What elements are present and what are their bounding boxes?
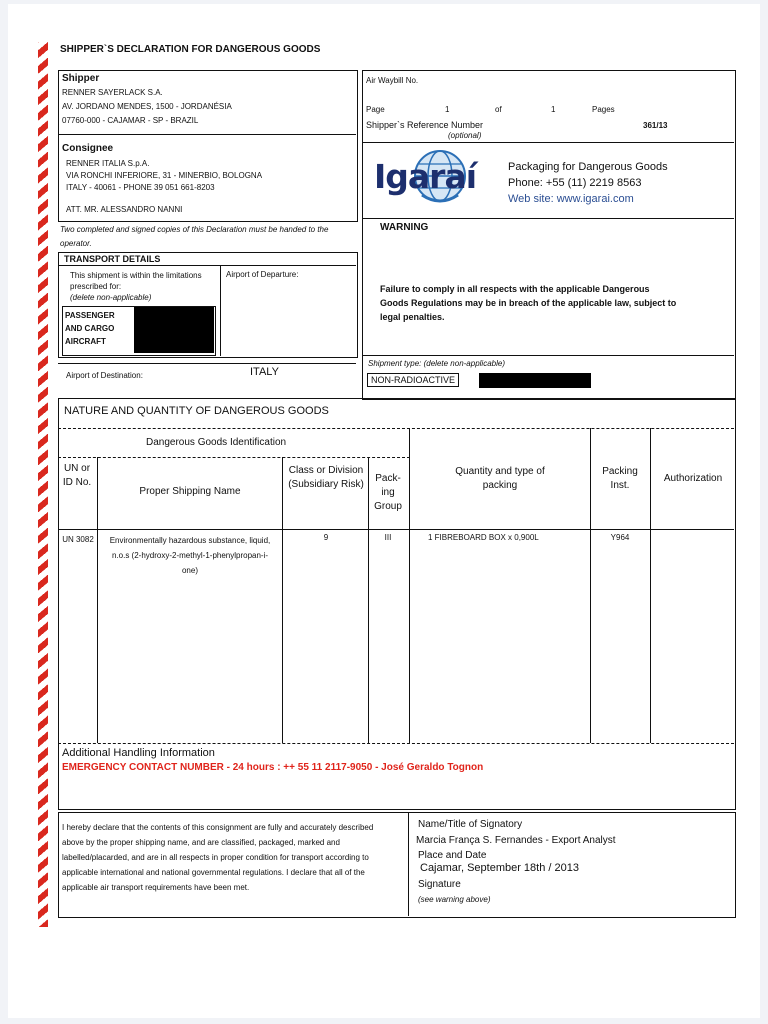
emergency-contact: EMERGENCY CONTACT NUMBER - 24 hours : ++ 55 11 2117-9050 - José Geraldo Tognon [62,762,484,773]
limitations-text: This shipment is within the limitations prescribed for: [70,271,202,291]
redaction-block [479,373,591,388]
signature-label: Signature [418,879,461,890]
signatory-name-label: Name/Title of Signatory [418,819,523,830]
signatory-name-value: Marcia França S. Fernandes - Export Analyst [416,835,616,846]
col-class-header: Class or Division (Subsidiary Risk) [288,465,364,490]
shipment-type-value: NON-RADIOACTIVE [367,373,459,387]
reference-label: Shipper`s Reference Number [366,120,484,130]
row-quantity: 1 FIBREBOARD BOX x 0,900L [428,533,539,542]
pages-label: Pages [592,105,615,114]
logo-tagline: Packaging for Dangerous Goods [508,161,668,173]
handling-label: Additional Handling Information [62,747,215,759]
logo-phone: Phone: +55 (11) 2219 8563 [508,177,642,189]
redaction-block [134,307,214,353]
shipment-type-label [368,359,505,368]
logo-wordmark: Igaraí [374,157,477,196]
col-un-header: UN or ID No. [62,463,92,488]
page-label: Page [366,105,385,114]
igarai-logo [372,149,496,209]
aircraft-type: PASSENGER AND CARGO AIRCRAFT [65,311,115,346]
waybill-label: Air Waybill No. [366,76,419,85]
consignee-heading: Consignee [62,143,114,154]
shipper-line: AV. JORDANO MENDES, 1500 - JORDANÉSIA [62,102,232,111]
consignee-line: VIA RONCHI INFERIORE, 31 - MINERBIO, BOLOGNA [66,171,263,180]
dg-identification-header: Dangerous Goods Identification [146,437,287,448]
hazard-stripe-border [38,42,48,927]
row-packing-instruction: Y964 [610,533,630,542]
row-class: 9 [323,533,329,542]
shipment-type-note: (delete non-applicable) [423,359,505,368]
warning-heading: WARNING [380,222,429,233]
document-title: SHIPPER`S DECLARATION FOR DANGEROUS GOODS [60,44,321,55]
col-auth-header: Authorization [663,473,723,484]
shipper-line: RENNER SAYERLACK S.A. [62,88,163,97]
departure-label: Airport of Departure: [226,270,299,279]
of-label: of [495,105,502,114]
copies-note: Two completed and signed copies of this Declaration must be handed to the operator. [60,225,329,248]
nature-heading: NATURE AND QUANTITY OF DANGEROUS GOODS [64,405,329,417]
row-proper-shipping-name: Environmentally hazardous substance, liquid, n.o.s (2-hydroxy-2-methyl-1-phenylpropan-i-one) [109,536,271,575]
shipment-type-label-text: Shipment type: [368,359,422,368]
logo-website: Web site: www.igarai.com [508,193,634,205]
shipper-heading: Shipper [62,73,100,84]
col-qty-header: Quantity and type of packing [455,466,545,491]
consignee-attention: ATT. MR. ALESSANDRO NANNI [66,205,183,214]
consignee-address [66,158,262,194]
col-pi-header: Packing Inst. [602,466,638,491]
consignee-line: RENNER ITALIA S.p.A. [66,159,150,168]
col-psn-header: Proper Shipping Name [139,486,241,497]
consignee-line: ITALY - 40061 - PHONE 39 051 661-8203 [66,183,215,192]
place-date-value: Cajamar, September 18th / 2013 [420,862,579,874]
signature-note: (see warning above) [418,895,491,904]
place-date-label: Place and Date [418,850,487,861]
warning-text: Failure to comply in all respects with the applicable Dangerous Goods Regulations may be in breach of the applicable law, subject to legal penalties. [380,284,677,322]
shipper-line: 07760-000 - CAJAMAR - SP - BRAZIL [62,116,199,125]
row-un-number: UN 3082 [62,535,94,544]
row-packing-group: III [384,533,392,542]
declaration-text: I hereby declare that the contents of this consignment are fully and accurately described above by the proper shipping name, and are classified, packaged, marked and labelled/placarded, and are in all respects in proper condition for transport according to applicable international and national governmental regulations. I declare that all of the applicable air transport requirements have been met. [62,823,374,892]
destination-value: ITALY [250,366,279,378]
reference-optional-note: (optional) [448,131,482,140]
delete-note: (delete non-applicable) [70,293,152,302]
shipper-address [62,86,232,128]
page-number: 1 [445,105,450,114]
reference-number: 361/13 [643,121,668,130]
destination-label: Airport of Destination: [66,371,143,380]
page-total: 1 [551,105,556,114]
col-pg-header: Pack-ing Group [374,473,402,512]
transport-heading: TRANSPORT DETAILS [64,254,161,264]
